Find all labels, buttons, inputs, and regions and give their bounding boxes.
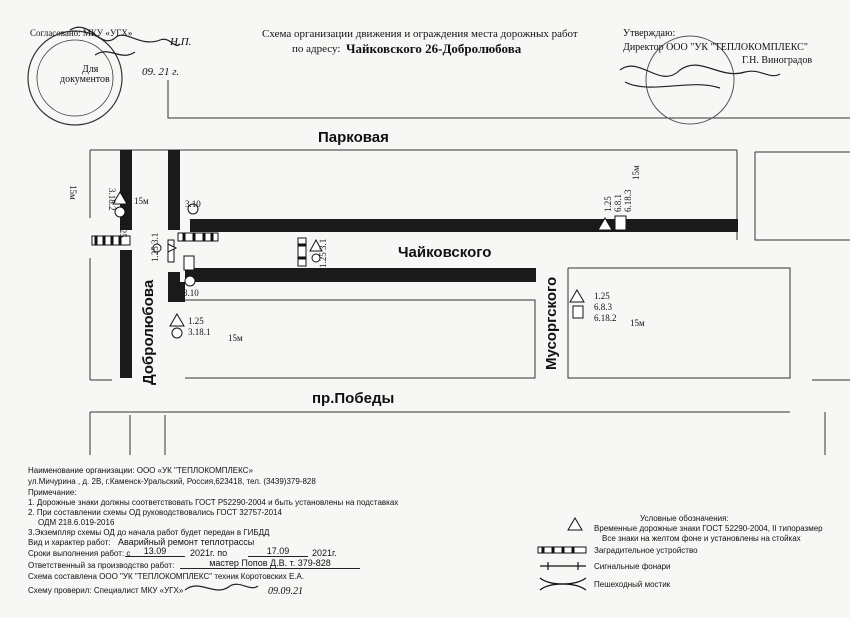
work-type-label: Вид и характер работ: [28,538,111,547]
stamp-text-top: Для [82,64,99,75]
sign-right-mid-b: 6.8.3 [594,302,612,312]
year-from: 2021г. по [190,548,228,558]
sign-center-vert: 1.25 3.1 [150,232,160,262]
sign-bottom-310: 3.10 [183,288,199,298]
title-address: Чайковского 26-Добролюбова [346,41,522,56]
approved-position: Директор ООО "УК "ТЕПЛОКОМПЛЕКС" [623,42,808,53]
responsible-label: Ответственный за производство работ: [28,561,175,570]
sign-right-top-a: 1.25 [603,196,613,212]
legend-item-1b: Все знаки на желтом фоне и установлены на стойках [602,534,801,543]
sign-right-top-b: 6.8.1 [613,194,623,212]
street-parkovaya: Парковая [318,129,389,146]
sign-right-mid-a: 1.25 [594,291,610,301]
sign-left-top-a: 1.25 [118,222,128,238]
agreed-date: 09. 21 г. [142,66,180,78]
approved-name: Г.Н. Виноградов [742,55,813,66]
sign-right-mid-c: 6.18.2 [594,313,617,323]
note-2b: ОДМ 218.6.019-2016 [38,518,115,527]
agreed-sign: Н.П. [170,36,192,48]
legend-item-1: Временные дорожные знаки ГОСТ 52290-2004, II типоразмер [594,524,823,533]
title-line1: Схема организации движения и ограждения места дорожных работ [262,28,578,40]
street-chaikovskogo: Чайковского [398,244,492,261]
legend-item-3: Сигнальные фонари [594,562,671,571]
sign-bottom-left-dist: 15м [228,333,243,343]
sign-right-mid-dist: 15м [630,318,645,328]
note-2: 2. При составлении схемы ОД руководствовались ГОСТ 32757-2014 [28,508,282,517]
legend-title: Условные обозначения: [640,514,729,523]
sign-right-top-dist: 15м [631,165,641,180]
sign-left-top-b: 3.18.2 [107,188,117,211]
stamp-text-bottom: документов [60,74,110,85]
sign-center-310: 3.10 [185,199,201,209]
responsible: мастер Попов Д.В. т. 379-828 [180,558,360,569]
year-to: 2021г. [312,548,337,558]
composed: Схема составлена ООО "УК "ТЕПЛОКОМПЛЕКС" техник Коротовских Е.А. [28,572,305,581]
sign-right-top-c: 6.18.3 [623,189,633,212]
date-to: 17.09 [248,546,308,557]
checked-date: 09.09.21 [268,586,303,597]
agreed-line: Согласовано: МКУ «УГХ» [30,28,133,38]
checked-label: Схему проверил: Специалист МКУ «УГХ» [28,586,184,595]
work-type: Аварийный ремонт теплотрассы [118,537,255,547]
sign-left-top-dist: 15м [68,185,78,200]
sign-left-top-dist-2: 15м [134,196,149,206]
approved-label: Утверждаю: [623,28,676,39]
title-address-prefix: по адресу: [292,43,341,55]
street-pobedy: пр.Победы [312,390,395,407]
street-dobrolyubova: Добролюбова [140,279,157,385]
legend-item-4: Пешеходный мостик [594,580,671,589]
org-address: ул.Мичурина , д. 2В, г.Каменск-Уральский, Россия,623418, тел. (3439)379-828 [28,477,316,486]
sign-mid-vert: 1.25 3.1 [318,238,328,268]
street-musorgskogo: Мусоргского [543,276,560,370]
note-label: Примечание: [28,488,77,497]
dates-label: Сроки выполнения работ: с [28,549,131,558]
sign-bottom-left-a: 1.25 [188,316,204,326]
date-from: 13.09 [125,546,185,557]
note-3: 3.Экземпляр схемы ОД до начала работ будет передан в ГИБДД [28,528,270,537]
org-label: Наименование организации: ООО «УК "ТЕПЛОКОМПЛЕКС» [28,466,253,475]
legend-item-2: Заградительное устройство [594,546,698,555]
note-1: 1. Дорожные знаки должны соответствовать ГОСТ Р52290-2004 и быть установлены на подставках [28,498,399,507]
sign-bottom-left-b: 3.18.1 [188,327,211,337]
